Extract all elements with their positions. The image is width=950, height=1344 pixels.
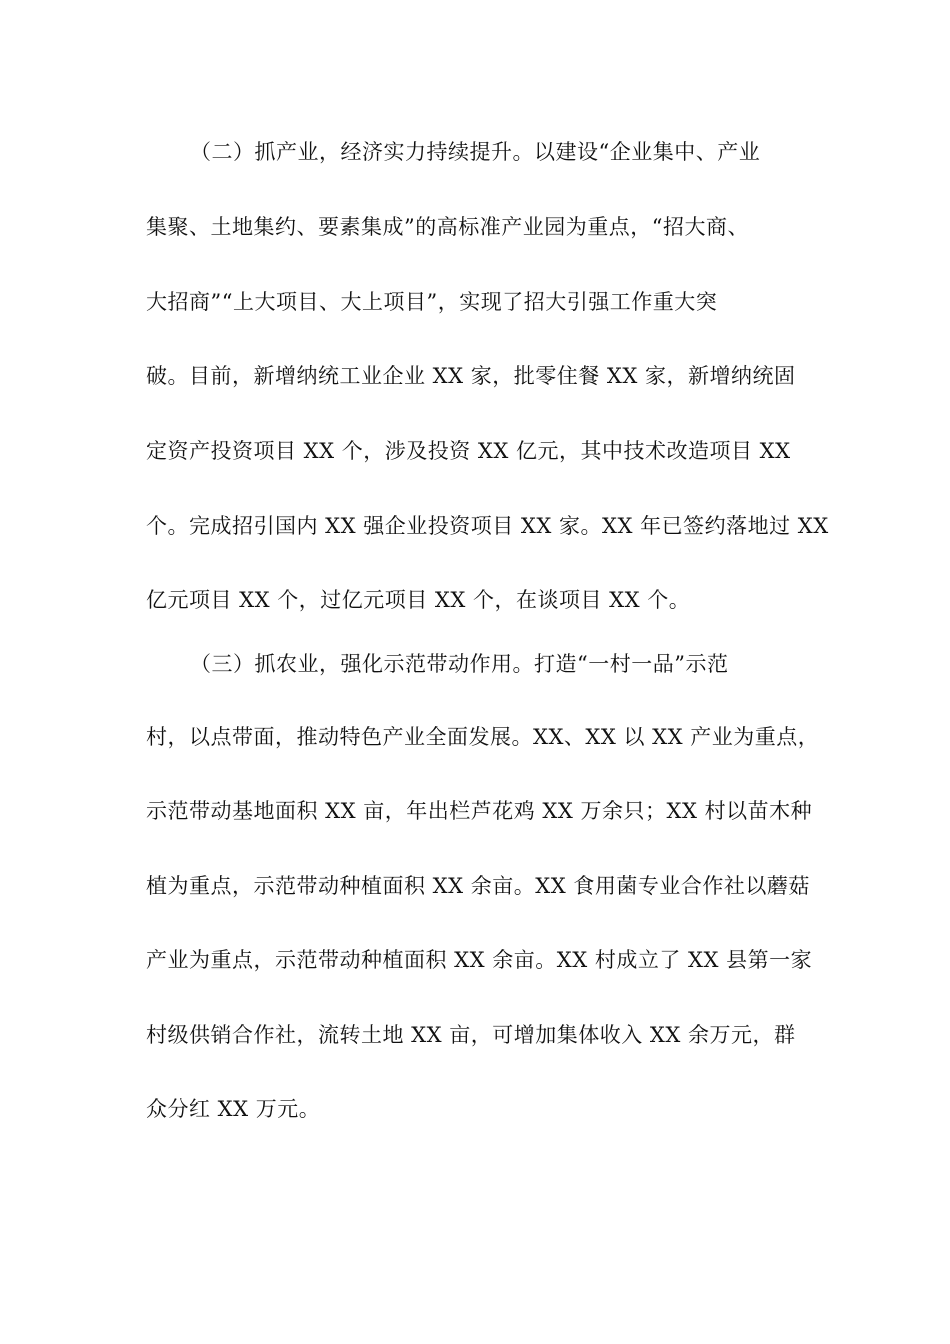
paragraph-1-line-6: 个。完成招引国内 XX 强企业投资项目 XX 家。XX 年已签约落地过 XX [146, 514, 829, 538]
paragraph-1-line-2: 集聚、土地集约、要素集成”的高标准产业园为重点，“招大商、 [146, 215, 749, 239]
paragraph-2-line-5: 产业为重点，示范带动种植面积 XX 余亩。XX 村成立了 XX 县第一家 [146, 948, 813, 972]
paragraph-2-line-3: 示范带动基地面积 XX 亩，年出栏芦花鸡 XX 万余只；XX 村以苗木种 [146, 799, 813, 823]
paragraph-1-line-4: 破。目前，新增纳统工业企业 XX 家，批零住餐 XX 家，新增纳统固 [146, 364, 796, 388]
paragraph-1-line-7: 亿元项目 XX 个，过亿元项目 XX 个，在谈项目 XX 个。 [146, 588, 691, 612]
paragraph-2-line-1: （三）抓农业，强化示范带动作用。打造“一村一品”示范 [190, 652, 729, 676]
paragraph-1-line-5: 定资产投资项目 XX 个，涉及投资 XX 亿元，其中技术改造项目 XX [146, 439, 791, 463]
paragraph-2-line-7: 众分红 XX 万元。 [146, 1097, 321, 1121]
paragraph-2-line-4: 植为重点，示范带动种植面积 XX 余亩。XX 食用菌专业合作社以蘑菇 [146, 874, 810, 898]
paragraph-1-line-3: 大招商”“上大项目、大上项目”，实现了招大引强工作重大突 [146, 290, 718, 314]
paragraph-2-line-2: 村，以点带面，推动特色产业全面发展。XX、XX 以 XX 产业为重点， [146, 725, 820, 749]
paragraph-2-line-6: 村级供销合作社，流转土地 XX 亩，可增加集体收入 XX 余万元，群 [146, 1023, 796, 1047]
paragraph-1-line-1: （二）抓产业，经济实力持续提升。以建设“企业集中、产业 [190, 140, 761, 164]
